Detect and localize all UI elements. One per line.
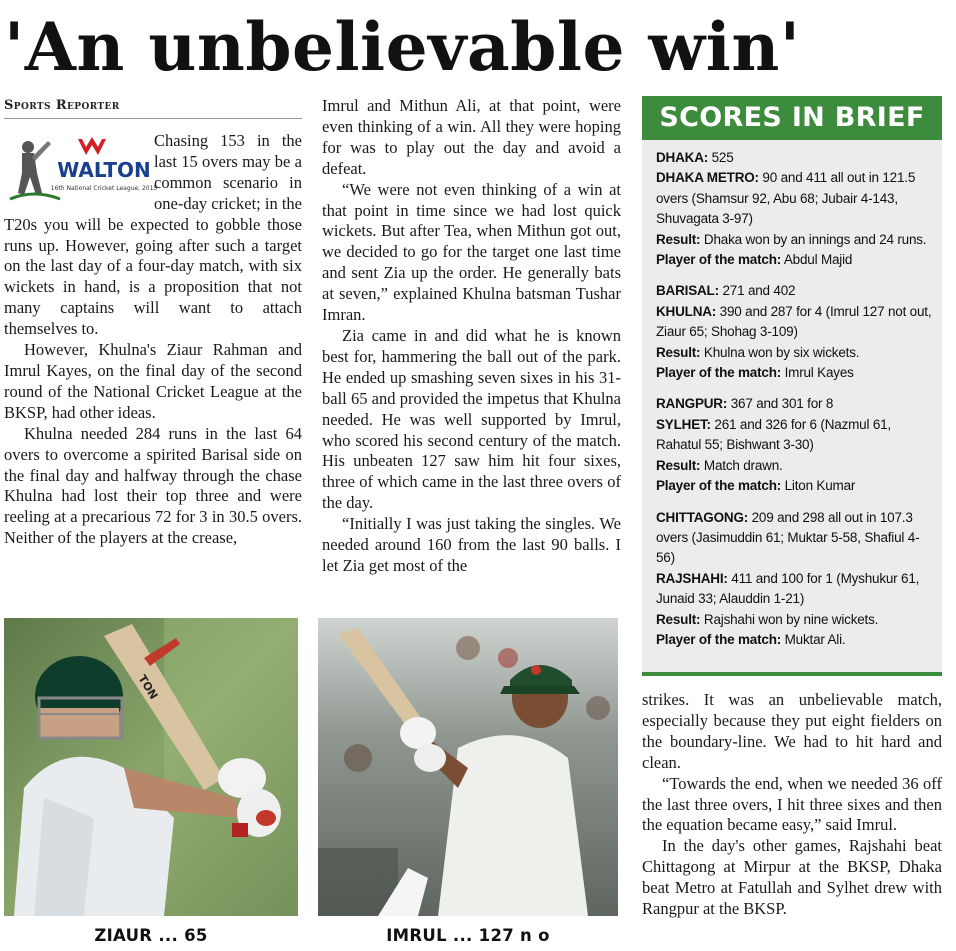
team-score: 411 and 100 for 1 (Myshukur 61, Junaid 33; Alauddin 1-21)	[656, 570, 920, 607]
article-column-3	[642, 690, 942, 945]
pom-label: Player of the match:	[656, 631, 782, 647]
result-label: Result:	[656, 344, 701, 360]
ziaur-batting-image	[4, 618, 298, 916]
team-name: CHITTAGONG:	[656, 509, 749, 525]
result-label: Result:	[656, 231, 701, 247]
paragraph: However, Khulna's Ziaur Rahman and Imrul Kayes, on the final day of the second round of the National Cricket League at the BKSP, had other ideas.	[4, 340, 302, 422]
bat-label: TON	[135, 672, 161, 702]
paragraph: strikes. It was an unbelievable match, especially because they put eight fielders on the boundary-line. We had to hit hard and clean.	[642, 690, 942, 772]
imrul-batting-image	[318, 618, 618, 916]
player-of-match: Imrul Kayes	[784, 365, 854, 381]
byline-rule	[4, 118, 302, 119]
match-result: Match drawn.	[703, 457, 783, 473]
photo-caption: ZIAUR ... 65	[94, 926, 208, 945]
match-result: Rajshahi won by nine wickets.	[703, 611, 879, 627]
team-name: BARISAL:	[656, 283, 719, 299]
player-of-match: Abdul Majid	[783, 252, 853, 268]
pom-label: Player of the match:	[656, 252, 782, 268]
paragraph: Zia came in and did what he is known best for, hammering the ball out of the park. He ended up smashing seven sixes in his 31-ball 65 and provided the impetus that Khulna needed. He was well supported by Imrul, who scored his second century of the match. His unbeaten 127 saw him hit four sixes, three of which came in the last three overs of the day.	[322, 325, 621, 513]
team-score: 271 and 402	[722, 283, 796, 299]
team-score: 367 and 301 for 8	[730, 396, 834, 412]
team-name: KHULNA:	[656, 303, 717, 319]
photo-imrul	[318, 618, 618, 916]
player-of-match: Liton Kumar	[784, 478, 856, 494]
paragraph: “Towards the end, when we needed 36 off the last three overs, I hit three sixes and then the equation became easy,” said Imrul.	[642, 773, 942, 835]
article-column-1	[4, 131, 302, 601]
pom-label: Player of the match:	[656, 478, 782, 494]
match-block	[656, 148, 934, 270]
logo-brand: WALTON	[57, 158, 151, 182]
headline: 'An unbelievable win'	[4, 8, 801, 86]
team-score: 525	[711, 150, 734, 165]
team-score: 390 and 287 for 4 (Imrul 127 not out, Ziaur 65; Shohag 3-109)	[656, 303, 932, 340]
match-result: Dhaka won by an innings and 24 runs.	[703, 231, 927, 247]
paragraph: In the day's other games, Rajshahi beat Chittagong at Mirpur at the BKSP, Dhaka beat Metro at Fatullah and Sylhet drew with Rangpur at the BKSP.	[642, 836, 942, 919]
match-block	[656, 508, 934, 651]
match-result: Khulna won by six wickets.	[703, 344, 860, 360]
paragraph: “We were not even thinking of a win at that point in time since we had lost quick wickets. But after Tea, when Mithun got out, we decided to go for the target one last time and sent Zia up the order. He generally bats at seven,” explained Khulna batsman Tushar Imran.	[322, 179, 621, 325]
byline: Sports Reporter	[4, 98, 120, 113]
paragraph: “Initially I was just taking the singles. We needed around 160 from the last 90 balls. I let Zia get most of the	[322, 514, 621, 575]
result-label: Result:	[656, 611, 701, 627]
pom-label: Player of the match:	[656, 365, 782, 381]
paragraph: Chasing 153 in the last 15 overs may be a common scenario in one-day cricket; in the T20s you will be expected to gobble those runs up. However, going after such a target on the last day of a four-day match, with six wickets in hand, is a proposition that not many captains will want to attach themselves to.	[4, 131, 302, 339]
photo-caption: IMRUL ... 127 n o	[386, 926, 550, 945]
result-label: Result:	[656, 457, 701, 473]
paragraph: Khulna needed 284 runs in the last 64 overs to overcome a spirited Barisal side on the final day and halfway through the chase Khulna had lost their top three and were reeling at a precarious 72 for 3 in 30.5 overs. Neither of the players at the crease,	[4, 423, 302, 548]
match-block	[656, 394, 934, 496]
scores-box-bottom-rule	[642, 672, 942, 676]
team-score: 209 and 298 all out in 107.3 overs (Jasimuddin 61; Muktar 5-58, Shafiul 4-56)	[656, 509, 920, 566]
walton-logo	[4, 133, 158, 203]
article-column-2	[322, 96, 621, 601]
team-score: 261 and 326 for 6 (Nazmul 61, Rahatul 55; Bishwant 3-30)	[656, 416, 891, 453]
scores-box-body	[656, 148, 934, 661]
paragraph: Imrul and Mithun Ali, at that point, were even thinking of a win. All they were hoping for was to play out the day and avoid a defeat.	[322, 96, 621, 178]
walton-w-icon	[78, 137, 106, 155]
team-name: SYLHET:	[656, 416, 711, 432]
team-name: DHAKA METRO:	[656, 170, 759, 186]
scores-in-brief-box	[642, 96, 942, 676]
team-score: 90 and 411 all out in 121.5 overs (Shamsur 92, Abu 68; Jubair 4-143, Shuvagata 3-97)	[656, 170, 916, 227]
match-block	[656, 281, 934, 383]
photo-ziaur	[4, 618, 298, 916]
team-name: RAJSHAHI:	[656, 570, 728, 586]
team-name: DHAKA:	[656, 150, 709, 165]
team-name: RANGPUR:	[656, 396, 728, 412]
player-of-match: Muktar Ali.	[784, 631, 846, 647]
scores-box-title: SCORES IN BRIEF	[642, 96, 942, 140]
logo-subtitle: 16th National Cricket League, 2015	[50, 185, 158, 192]
